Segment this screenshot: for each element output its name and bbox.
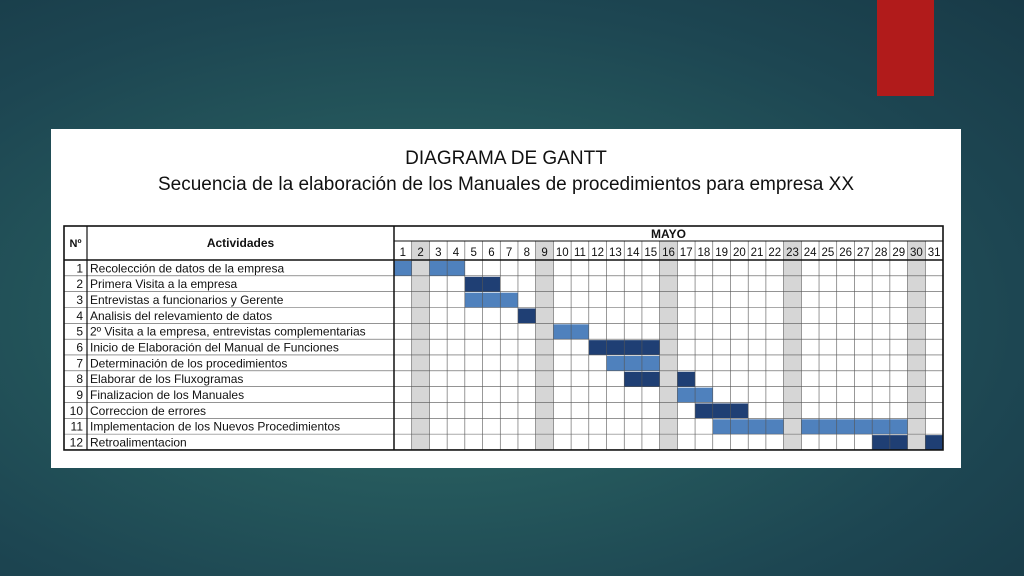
- weekend-column: [784, 241, 802, 450]
- day-number: 14: [626, 247, 640, 259]
- activity-number: 11: [70, 419, 83, 434]
- day-number: 22: [768, 247, 782, 259]
- activity-name: Elaborar de los Fluxogramas: [90, 372, 244, 387]
- day-number: 23: [786, 247, 799, 259]
- gantt-subtitle: Secuencia de la elaboración de los Manuales de procedimientos para empresa XX: [157, 174, 855, 195]
- day-number: 30: [910, 247, 923, 259]
- day-number: 9: [541, 247, 548, 259]
- activity-name: 2º Visita a la empresa, entrevistas complementarias: [90, 324, 366, 339]
- day-number: 10: [555, 247, 569, 259]
- day-number: 21: [750, 247, 764, 259]
- activity-number: 2: [76, 277, 83, 292]
- activity-number: 7: [76, 356, 83, 371]
- day-number: 4: [452, 247, 460, 259]
- gantt-panel: [51, 129, 961, 468]
- activity-number: 3: [76, 292, 83, 307]
- day-number: 11: [573, 247, 586, 259]
- activity-number: 4: [76, 308, 83, 323]
- activity-name: Analisis del relevamiento de datos: [90, 308, 273, 323]
- gantt-bar: [925, 435, 943, 450]
- activity-name: Finalizacion de los Manuales: [90, 387, 245, 402]
- activity-number: 1: [76, 261, 83, 276]
- gantt-bar: [677, 372, 695, 387]
- day-number: 3: [435, 247, 442, 259]
- gantt-title: DIAGRAMA DE GANTT: [405, 148, 607, 169]
- red-accent-tab: [877, 0, 934, 96]
- activity-number: 10: [69, 403, 83, 418]
- activity-name: Entrevistas a funcionarios y Gerente: [90, 292, 284, 307]
- day-number: 20: [732, 247, 746, 259]
- gantt-chart: [51, 129, 961, 468]
- activity-name: Implementacion de los Nuevos Procedimientos: [90, 419, 341, 434]
- day-number: 5: [470, 247, 477, 259]
- day-number: 6: [488, 247, 495, 259]
- activity-name: Recolección de datos de la empresa: [90, 261, 285, 276]
- weekend-column: [536, 241, 554, 450]
- day-number: 7: [505, 247, 513, 259]
- header-month: MAYO: [651, 227, 686, 241]
- day-number: 2: [417, 247, 424, 259]
- day-number: 18: [697, 247, 711, 259]
- weekend-column: [908, 241, 926, 450]
- activity-name: Correccion de errores: [90, 403, 207, 418]
- activity-name: Retroalimentacion: [90, 435, 187, 450]
- day-number: 31: [927, 247, 941, 259]
- gantt-bar: [394, 261, 412, 276]
- weekend-column: [660, 241, 678, 450]
- header-number: Nº: [69, 238, 82, 250]
- day-number: 29: [892, 247, 906, 259]
- gantt-bar: [607, 356, 660, 371]
- day-number: 27: [856, 247, 870, 259]
- activity-name: Primera Visita a la empresa: [90, 277, 238, 292]
- header-activities: Actividades: [206, 236, 275, 250]
- gantt-bar: [465, 293, 518, 308]
- activity-number: 12: [69, 435, 83, 450]
- activity-name: Determinación de los procedimientos: [90, 356, 288, 371]
- day-number: 19: [715, 247, 729, 259]
- gantt-bar: [518, 308, 536, 323]
- day-number: 26: [839, 247, 852, 259]
- day-number: 8: [523, 247, 531, 259]
- activity-number: 8: [76, 372, 83, 387]
- activity-number: 5: [76, 324, 83, 339]
- day-number: 16: [662, 247, 675, 259]
- activity-name: Inicio de Elaboración del Manual de Funciones: [90, 340, 339, 355]
- day-number: 25: [821, 247, 835, 259]
- activity-number: 9: [76, 387, 83, 402]
- day-number: 28: [874, 247, 888, 259]
- weekend-column: [412, 241, 430, 450]
- day-number: 24: [803, 247, 817, 259]
- day-number: 12: [591, 247, 605, 259]
- gantt-bar: [695, 403, 748, 418]
- day-number: 1: [399, 247, 407, 259]
- day-number: 15: [644, 247, 658, 259]
- day-number: 13: [608, 247, 622, 259]
- day-number: 17: [679, 247, 693, 259]
- activity-number: 6: [76, 340, 83, 355]
